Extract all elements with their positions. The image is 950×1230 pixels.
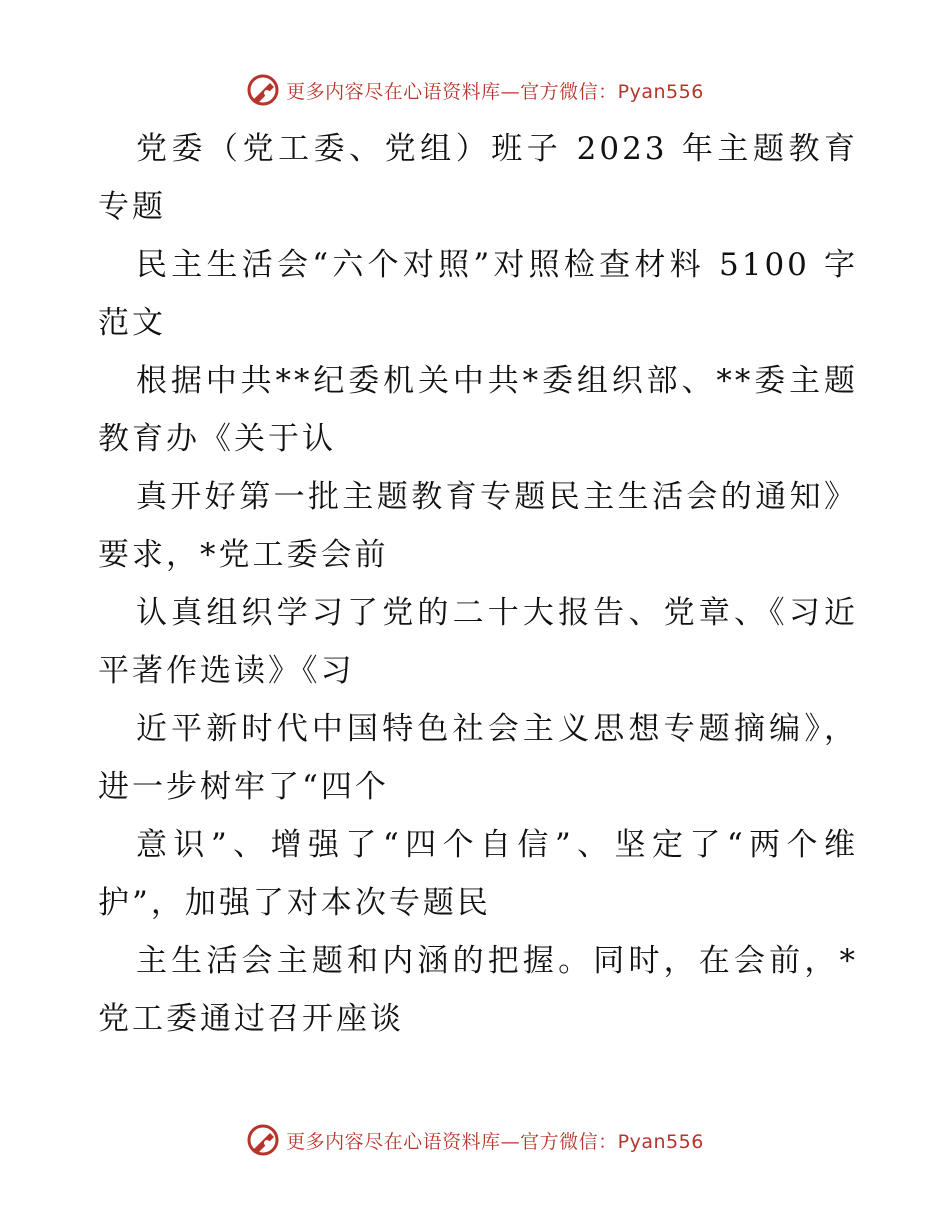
footer-wechat-handle: Pyan556 xyxy=(617,1130,704,1153)
paragraph-1: 党委（党工委、党组）班子 2023 年主题教育专题 xyxy=(98,131,858,225)
document-body xyxy=(98,120,858,1048)
header-brand-text: 更多内容尽在心语资料库—官方微信：Pyan556 xyxy=(286,80,704,103)
paragraph-5: 认真组织学习了党的二十大报告、党章、《习近平著作选读》《习 xyxy=(98,595,858,689)
paragraph-7: 意识”、增强了“四个自信”、坚定了“两个维护”，加强了对本次专题民 xyxy=(98,827,858,921)
paragraph-2: 民主生活会“六个对照”对照检查材料 5100 字范文 xyxy=(98,247,858,341)
header-banner xyxy=(0,70,950,110)
header-wechat-handle: Pyan556 xyxy=(617,80,704,103)
pen-seal-logo-icon xyxy=(246,73,280,107)
footer-brand-text: 更多内容尽在心语资料库—官方微信：Pyan556 xyxy=(286,1130,704,1153)
paragraph-8: 主生活会主题和内涵的把握。同时，在会前，*党工委通过召开座谈 xyxy=(98,943,858,1037)
paragraph-4: 真开好第一批主题教育专题民主生活会的通知》要求，*党工委会前 xyxy=(98,479,858,573)
footer-banner xyxy=(0,1120,950,1160)
pen-seal-logo-icon xyxy=(246,1123,280,1157)
paragraph-6: 近平新时代中国特色社会主义思想专题摘编》，进一步树牢了“四个 xyxy=(98,711,858,805)
paragraph-3: 根据中共**纪委机关中共*委组织部、**委主题教育办《关于认 xyxy=(98,363,858,457)
